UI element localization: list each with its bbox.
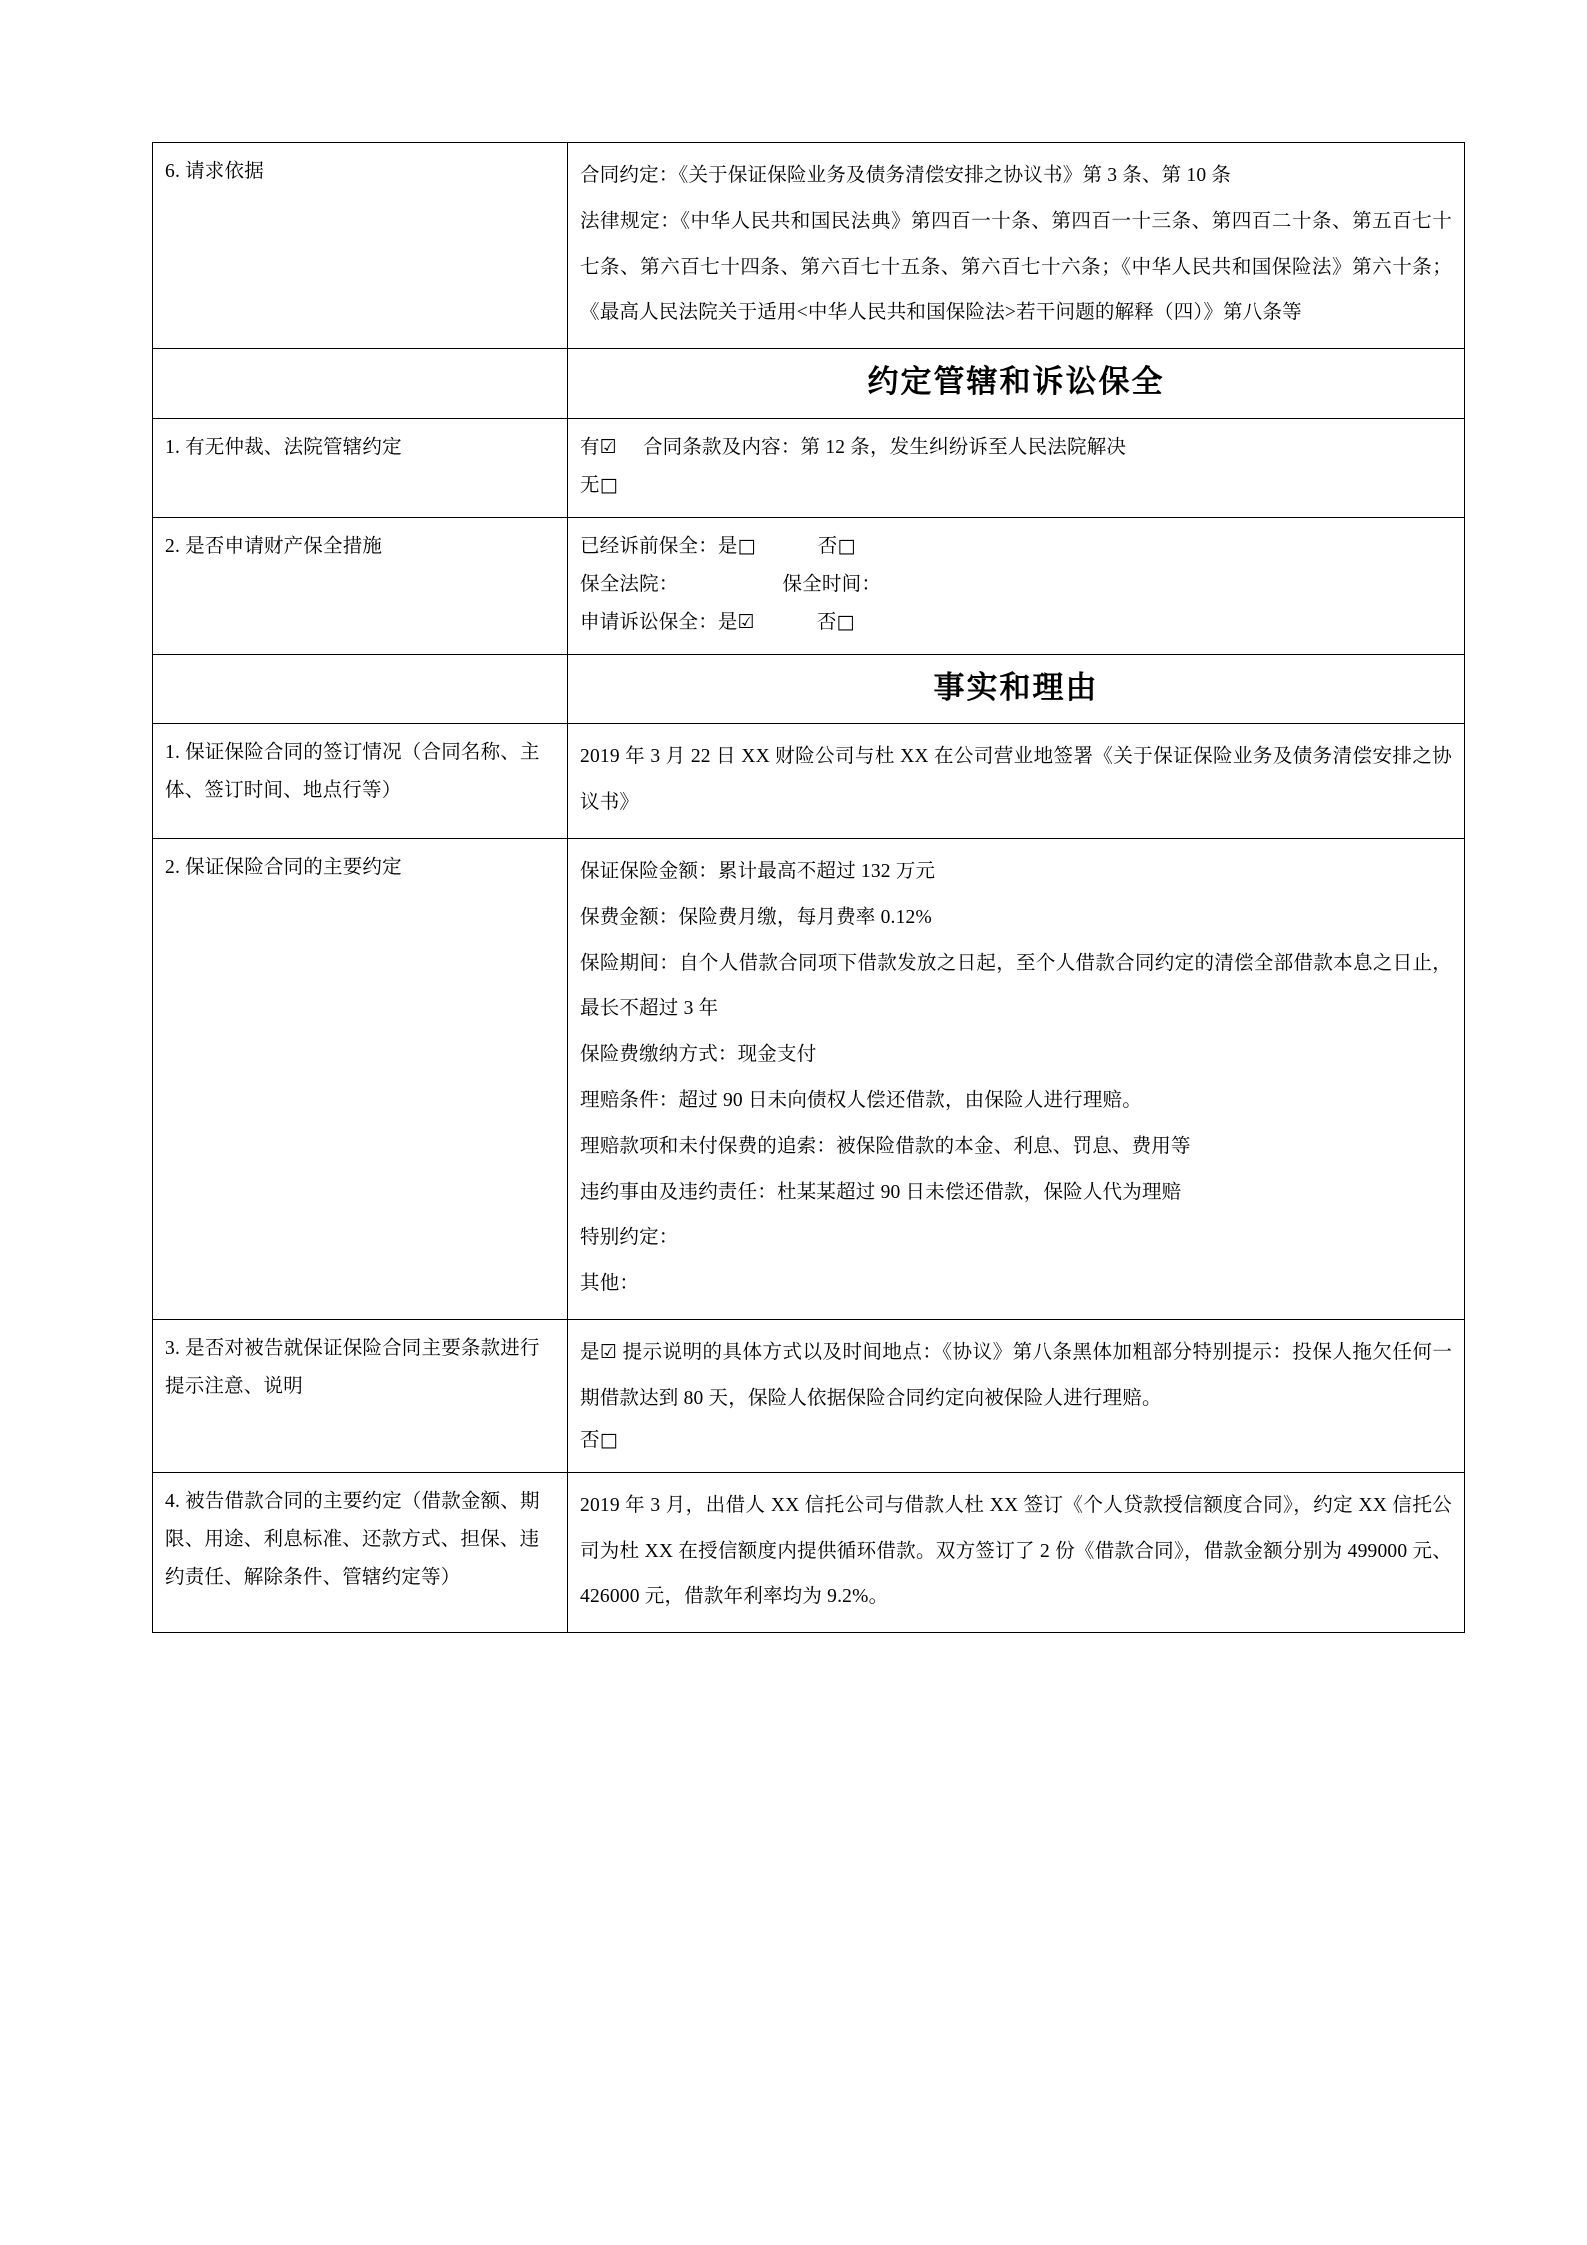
checkbox-pre-litigation-no[interactable]: □ xyxy=(837,534,856,557)
row-label-jurisdiction xyxy=(153,418,568,517)
section-heading-cell-facts xyxy=(568,654,1465,724)
jurisdiction-no-line xyxy=(580,467,1452,505)
preservation-court-line xyxy=(580,566,1452,604)
table-row xyxy=(153,143,1465,349)
term-breach-liability: 违约事由及违约责任：杜某某超过 90 日未偿还借款，保险人代为理赔 xyxy=(580,1181,1182,1203)
preservation-time-label: 保全时间： xyxy=(782,573,882,595)
term-insurance-period: 保险期间：自个人借款合同项下借款发放之日起，至个人借款合同约定的清偿全部借款本息之日止，最长不超过 3 年 xyxy=(580,952,1452,1020)
pre-litigation-no-label: 否 xyxy=(817,535,838,557)
term-special-agreement: 特别约定： xyxy=(580,1227,679,1249)
row-value-jurisdiction xyxy=(568,418,1465,517)
term-recourse: 理赔款项和未付保费的追索：被保险借款的本金、利息、罚息、费用等 xyxy=(580,1135,1191,1157)
jurisdiction-yes-line xyxy=(580,429,1452,467)
section-heading-row-jurisdiction xyxy=(153,349,1465,419)
row-label-preservation xyxy=(153,517,568,654)
label-text: 2. 是否申请财产保全措施 xyxy=(165,535,383,557)
contract-signing-paragraph: 2019 年 3 月 22 日 XX 财险公司与杜 XX 在公司营业地签署《关于保证保险业务及债务清偿安排之协议书》 xyxy=(580,746,1452,814)
term-premium-payment-method: 保险费缴纳方式：现金支付 xyxy=(580,1044,817,1066)
legal-basis-paragraph: 法律规定：《中华人民共和国民法典》第四百一十条、第四百一十三条、第四百二十条、第五百七十七条、第六百七十四条、第六百七十五条、第六百七十六条；《中华人民共和国保险法》第六十条；《最高人民法院关于适用<中华人民共和国保险法>若干问题的解释（四）》第八条等 xyxy=(580,210,1452,324)
label-text: 1. 保证保险合同的签订情况（合同名称、主体、签订时间、地点行等） xyxy=(165,742,540,802)
contract-basis-paragraph: 合同约定：《关于保证保险业务及债务清偿安排之协议书》第 3 条、第 10 条 xyxy=(580,165,1232,186)
litigation-preservation-line xyxy=(580,604,1452,642)
section-heading-spacer-left xyxy=(153,654,568,724)
label-text: 6. 请求依据 xyxy=(165,161,264,182)
term-premium-amount: 保费金额：保险费月缴，每月费率 0.12% xyxy=(580,906,932,928)
notice-no-label: 否 xyxy=(580,1429,600,1451)
term-other: 其他： xyxy=(580,1273,640,1295)
row-value-loan-contract-terms xyxy=(568,1472,1465,1632)
row-value-contract-signing xyxy=(568,724,1465,839)
litigation-yes-label: 是 xyxy=(717,611,738,633)
checkbox-jurisdiction-yes[interactable]: ☑ xyxy=(599,435,617,458)
label-text: 1. 有无仲裁、法院管辖约定 xyxy=(165,436,402,458)
row-label-main-terms xyxy=(153,838,568,1319)
section-heading-cell-jurisdiction xyxy=(568,349,1465,419)
notice-yes-line xyxy=(580,1330,1452,1422)
loan-contract-paragraph: 2019 年 3 月，出借人 XX 信托公司与借款人杜 XX 签订《个人贷款授信额度合同》，约定 XX 信托公司为杜 XX 在授信额度内提供循环借款。双方签订了 2 份《借款合同》，借款金额分别为 499000 元、426000 元，借款年利率均为 9.2%。 xyxy=(580,1494,1452,1608)
notice-yes-label: 是 xyxy=(580,1342,600,1364)
row-value-main-terms xyxy=(568,838,1465,1319)
section-heading-row-facts xyxy=(153,654,1465,724)
pre-litigation-label: 已经诉前保全： xyxy=(580,535,718,557)
row-value-request-basis xyxy=(568,143,1465,349)
checkbox-litigation-preservation-yes[interactable]: ☑ xyxy=(737,610,755,633)
section-heading-text: 事实和理由 xyxy=(933,669,1099,706)
section-heading-text: 约定管辖和诉讼保全 xyxy=(867,364,1165,401)
table-row xyxy=(153,724,1465,839)
notice-no-line xyxy=(580,1422,1452,1460)
table-row xyxy=(153,838,1465,1319)
row-value-notice-explanation xyxy=(568,1320,1465,1473)
row-value-preservation xyxy=(568,517,1465,654)
row-label-contract-signing xyxy=(153,724,568,839)
litigation-preservation-label: 申请诉讼保全： xyxy=(580,611,718,633)
jurisdiction-no-label: 无 xyxy=(580,474,600,496)
notice-explanation-text: 提示说明的具体方式以及时间地点：《协议》第八条黑体加粗部分特别提示：投保人拖欠任何一期借款达到 80 天，保险人依据保险合同约定向被保险人进行理赔。 xyxy=(580,1342,1453,1409)
section-heading-spacer-left xyxy=(153,349,568,419)
row-label-request-basis xyxy=(153,143,568,349)
pre-litigation-yes-label: 是 xyxy=(717,535,738,557)
table-row xyxy=(153,418,1465,517)
label-text: 4. 被告借款合同的主要约定（借款金额、期限、用途、利息标准、还款方式、担保、违约责任、解除条件、管辖约定等） xyxy=(165,1490,540,1588)
checkbox-notice-no[interactable]: □ xyxy=(599,1428,618,1451)
table-row xyxy=(153,517,1465,654)
jurisdiction-yes-label: 有 xyxy=(580,436,600,458)
row-label-notice-explanation xyxy=(153,1320,568,1473)
litigation-no-label: 否 xyxy=(816,611,837,633)
pre-litigation-preservation-line xyxy=(580,528,1452,566)
legal-form-table xyxy=(152,142,1465,1633)
label-text: 2. 保证保险合同的主要约定 xyxy=(165,856,402,878)
checkbox-litigation-preservation-no[interactable]: □ xyxy=(836,610,855,633)
table-row xyxy=(153,1320,1465,1473)
table-row xyxy=(153,1472,1465,1632)
term-claim-conditions: 理赔条件：超过 90 日未向债权人偿还借款，由保险人进行理赔。 xyxy=(580,1090,1142,1112)
preservation-court-label: 保全法院： xyxy=(580,573,679,595)
label-text: 3. 是否对被告就保证保险合同主要条款进行提示注意、说明 xyxy=(165,1338,540,1398)
row-label-loan-contract-terms xyxy=(153,1472,568,1632)
jurisdiction-clause-text: 合同条款及内容：第 12 条，发生纠纷诉至人民法院解决 xyxy=(642,436,1127,458)
term-insured-amount: 保证保险金额：累计最高不超过 132 万元 xyxy=(580,860,936,882)
checkbox-pre-litigation-yes[interactable]: □ xyxy=(737,534,756,557)
checkbox-notice-yes[interactable]: ☑ xyxy=(600,1341,618,1364)
checkbox-jurisdiction-no[interactable]: □ xyxy=(599,473,618,496)
